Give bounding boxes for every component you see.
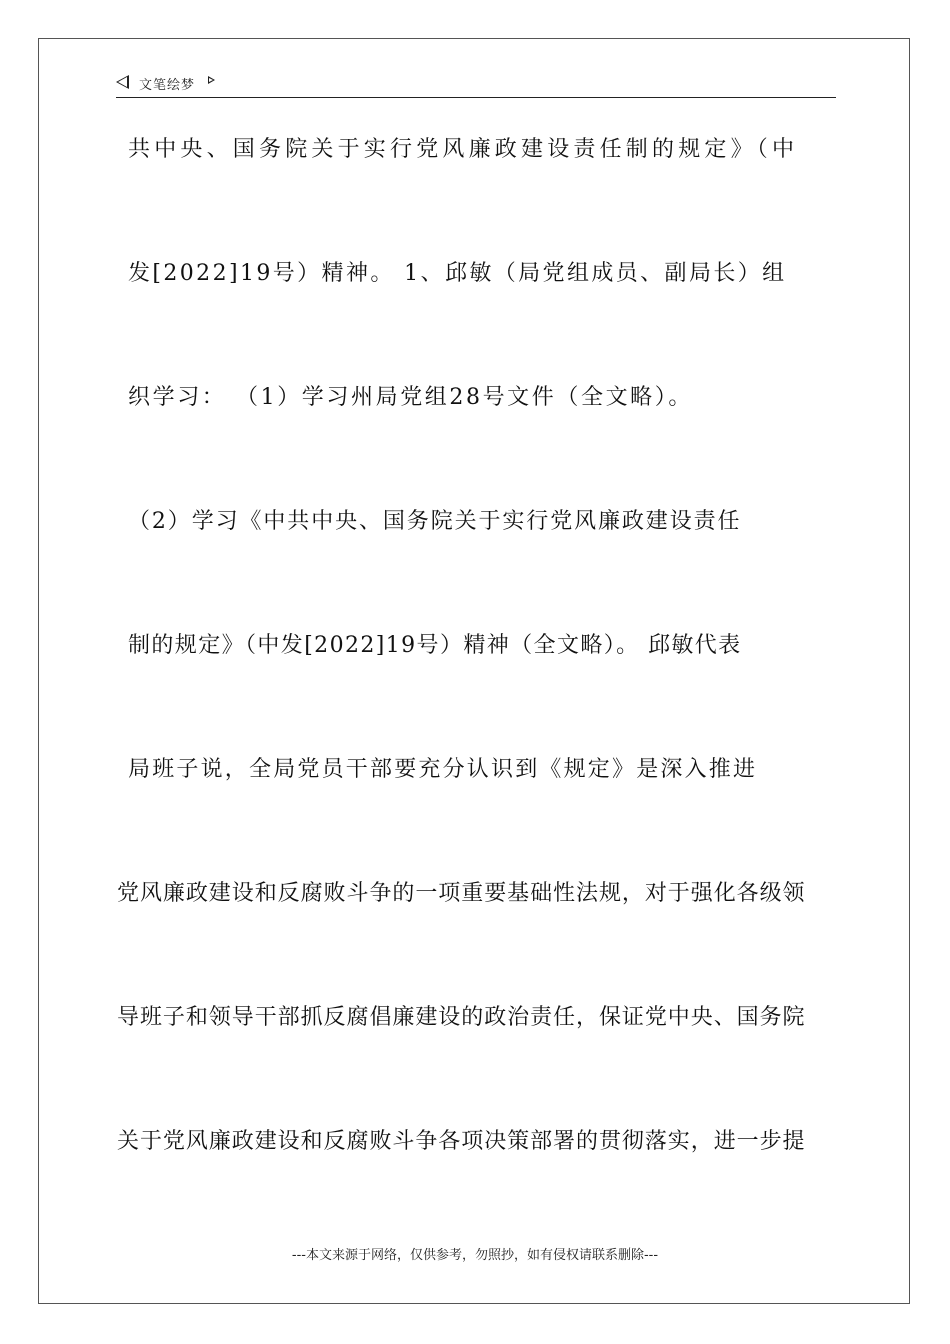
body-line: 关于党风廉政建设和反腐败斗争各项决策部署的贯彻落实，进一步提: [117, 1129, 806, 1154]
body-line: 导班子和领导干部抓反腐倡廉建设的政治责任，保证党中央、国务院: [117, 1005, 806, 1030]
header-brand: 文笔绘梦: [139, 78, 196, 93]
page-footer-disclaimer: ---本文来源于网络，仅供参考，勿照抄，如有侵权请联系删除---: [291, 1248, 659, 1263]
body-line: 织学习： （1）学习州局党组28号文件（全文略）。: [128, 385, 693, 410]
body-line: 发[2022]19号）精神。 1、邱敏（局党组成员、副局长）组: [128, 261, 787, 286]
body-line: （2）学习《中共中央、国务院关于实行党风廉政建设责任: [128, 509, 742, 534]
body-line: 共中央、国务院关于实行党风廉政建设责任制的规定》（中: [128, 137, 799, 162]
body-line: 局班子说，全局党员干部要充分认识到《规定》是深入推进: [128, 757, 758, 782]
body-line: 制的规定》（中发[2022]19号）精神（全文略）。 邱敏代表: [128, 633, 742, 658]
body-line: 党风廉政建设和反腐败斗争的一项重要基础性法规，对于强化各级领: [117, 881, 806, 906]
